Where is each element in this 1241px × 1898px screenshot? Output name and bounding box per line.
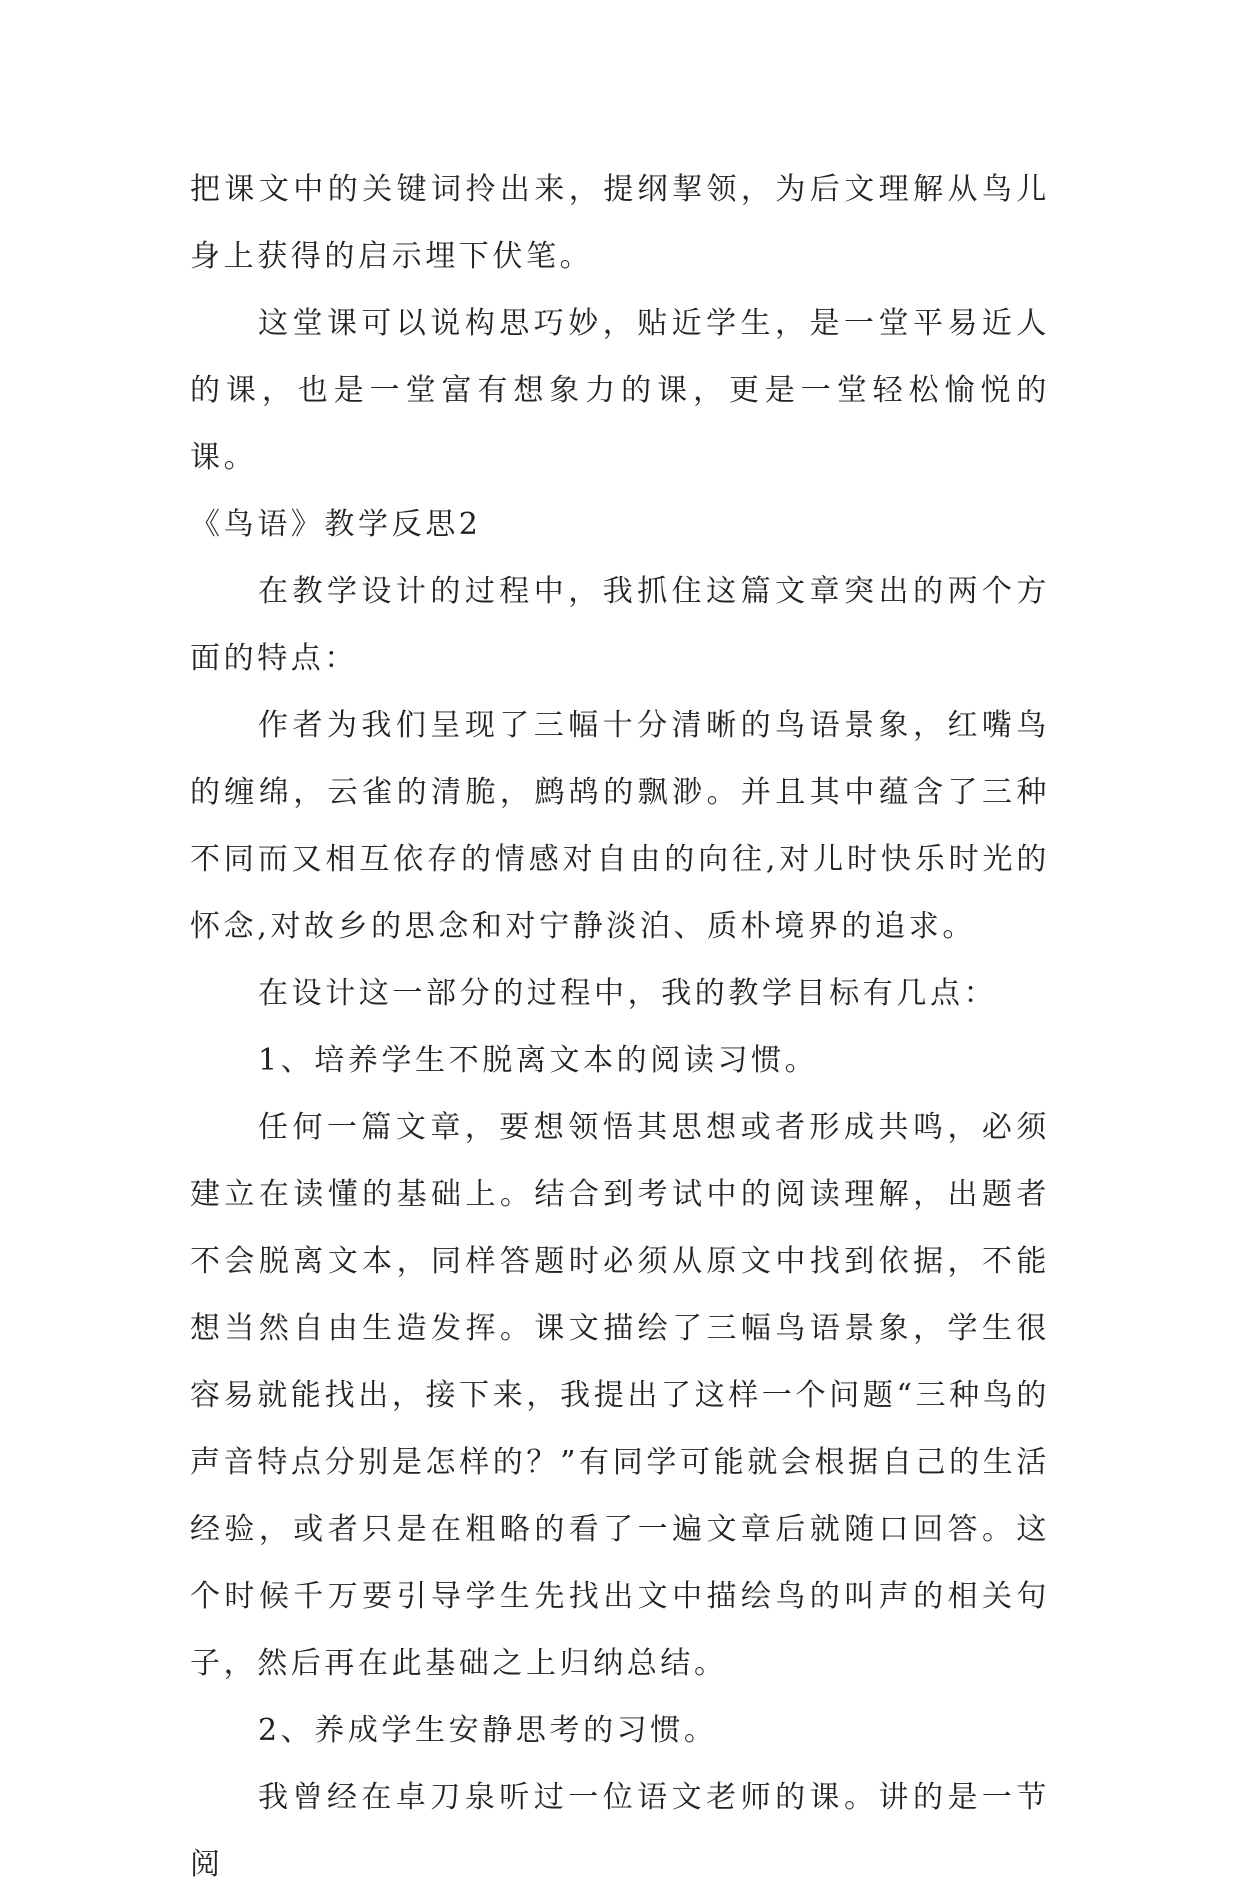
paragraph: 在设计这一部分的过程中，我的教学目标有几点： (258, 976, 998, 1011)
list-item-paragraph: 2、养成学生安静思考的习惯。 (258, 1713, 718, 1748)
paragraph-continuation: 把课文中的关键词拎出来，提纲挈领，为后文理解从鸟儿身上获得的启示埋下伏笔。 (190, 172, 1050, 274)
paragraph: 在教学设计的过程中，我抓住这篇文章突出的两个方面的特点： (190, 574, 1050, 676)
list-item-paragraph: 1、培养学生不脱离文本的阅读习惯。 (258, 1043, 819, 1078)
paragraph: 这堂课可以说构思巧妙，贴近学生，是一堂平易近人的课，也是一堂富有想象力的课，更是一堂轻松愉悦的课。 (190, 306, 1050, 475)
paragraph: 作者为我们呈现了三幅十分清晰的鸟语景象，红嘴鸟的缠绵，云雀的清脆，鹧鸪的飘渺。并且其中蕴含了三种不同而又相互依存的情感对自由的向往,对儿时快乐时光的怀念,对故乡的思念和对宁静淡泊、质朴境界的追求。 (190, 708, 1050, 944)
paragraph: 任何一篇文章，要想领悟其思想或者形成共鸣，必须建立在读懂的基础上。结合到考试中的阅读理解，出题者不会脱离文本，同样答题时必须从原文中找到依据，不能想当然自由生造发挥。课文描绘了三幅鸟语景象，学生很容易就能找出，接下来，我提出了这样一个问题“三种鸟的声音特点分别是怎样的？”有同学可能就会根据自己的生活经验，或者只是在粗略的看了一遍文章后就随口回答。这个时候千万要引导学生先找出文中描绘鸟的叫声的相关句子，然后再在此基础之上归纳总结。 (190, 1110, 1050, 1681)
paragraph-truncated: 我曾经在卓刀泉听过一位语文老师的课。讲的是一节阅 (190, 1780, 1050, 1882)
section-heading: 《鸟语》教学反思2 (190, 507, 482, 542)
document-body (190, 156, 1050, 1898)
